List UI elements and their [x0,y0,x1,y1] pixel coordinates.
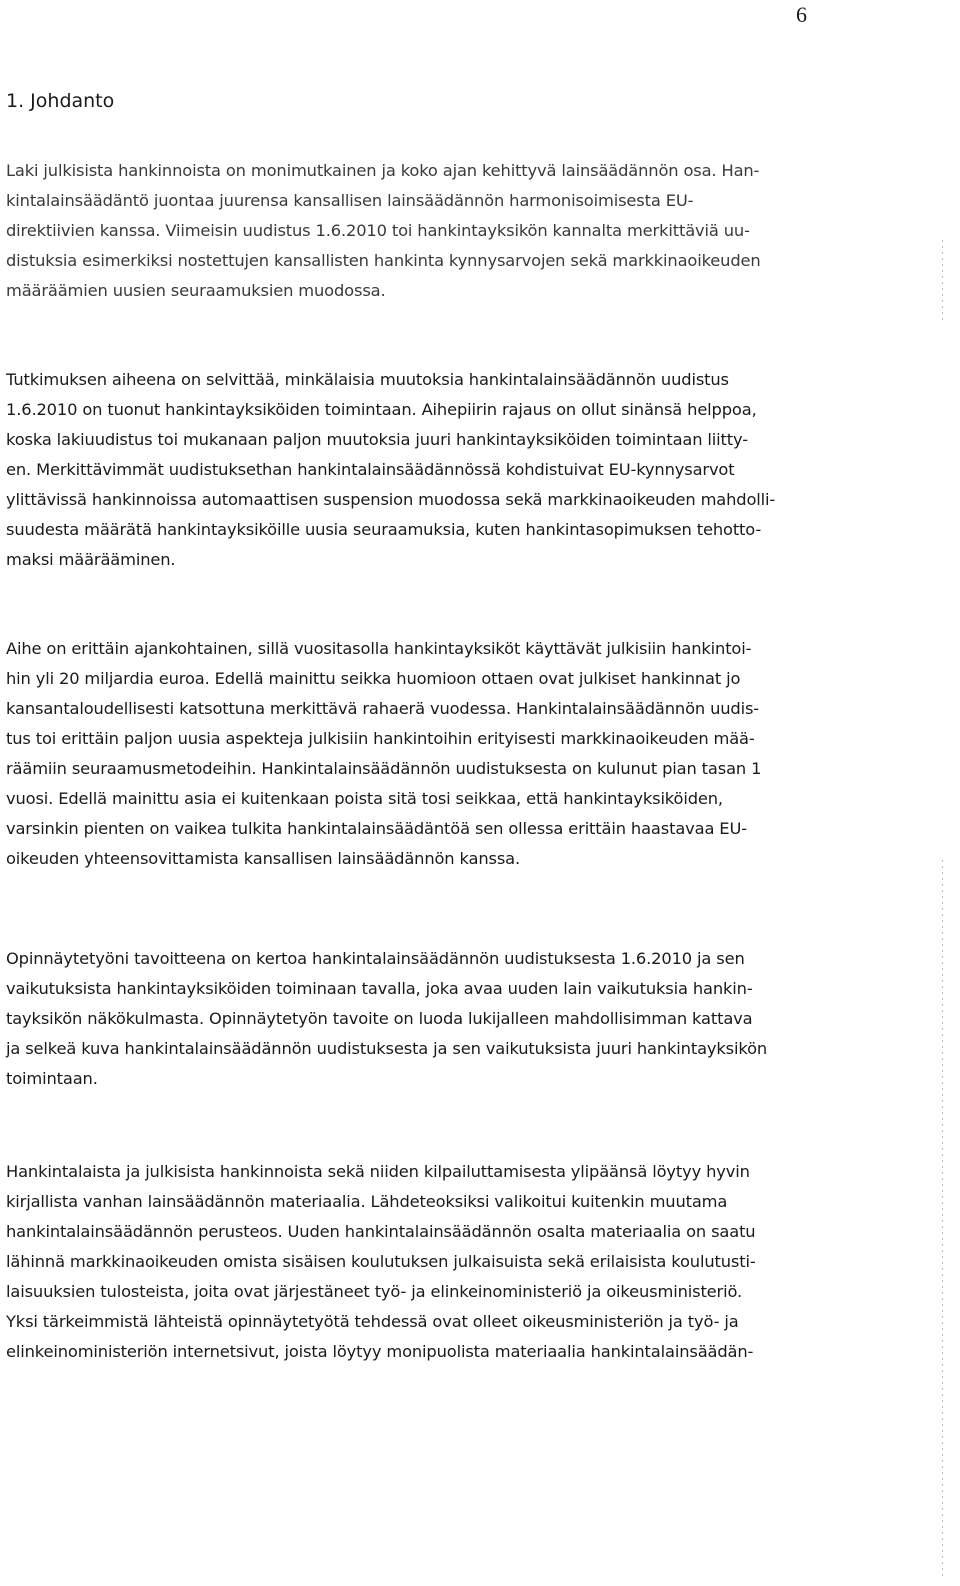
text-line: lähinnä markkinaoikeuden omista sisäisen koulutuksen julkaisuista sekä erilaisista koulutusti- [6,1252,756,1271]
text-line: en. Merkittävimmät uudistuksethan hankintalainsäädännössä kohdistuivat EU-kynnysarvot [6,460,735,479]
text-line: elinkeinoministeriön internetsivut, joista löytyy monipuolista materiaalia hankintalainsäädän- [6,1342,754,1361]
text-line: hin yli 20 miljardia euroa. Edellä mainittu seikka huomioon ottaen ovat julkiset hankinnat jo [6,669,741,688]
text-line: varsinkin pienten on vaikea tulkita hankintalainsäädäntöä sen ollessa erittäin haastavaa EU- [6,819,747,838]
text-line: tus toi erittäin paljon uusia aspekteja julkisiin hankintoihin erityisesti markkinaoikeuden mää- [6,729,755,748]
text-line: ja selkeä kuva hankintalainsäädännön uudistuksesta ja sen vaikutuksista juuri hankintayksikön [6,1039,768,1058]
text-line: maksi määrääminen. [6,550,176,569]
scan-margin-mark [942,860,943,1580]
paragraph-topicality [6,634,761,874]
text-line: vuosi. Edellä mainittu asia ei kuitenkaan poista sitä tosi seikkaa, että hankintayksiköiden, [6,789,723,808]
text-line: direktiivien kanssa. Viimeisin uudistus 1.6.2010 toi hankintayksikön kannalta merkittäviä uu- [6,221,750,240]
text-line: hankintalainsäädännön perusteos. Uuden hankintalainsäädännön osalta materiaalia on saatu [6,1222,756,1241]
text-line: koska lakiuudistus toi mukanaan paljon muutoksia juuri hankintayksiköiden toimintaan liitty- [6,430,748,449]
text-line: toimintaan. [6,1069,98,1088]
text-line: kintalainsäädäntö juontaa juurensa kansallisen lainsäädännön harmonisoimisesta EU- [6,191,694,210]
text-line: oikeuden yhteensovittamista kansallisen lainsäädännön kanssa. [6,849,521,868]
text-line: Laki julkisista hankinnoista on monimutkainen ja koko ajan kehittyvä lainsäädännön osa. Han- [6,161,760,180]
text-line: Opinnäytetyöni tavoitteena on kertoa hankintalainsäädännön uudistuksesta 1.6.2010 ja sen [6,949,745,968]
text-line: ylittävissä hankinnoissa automaattisen suspension muodossa sekä markkinaoikeuden mahdolli- [6,490,776,509]
text-line: suudesta määrätä hankintayksiköille uusia seuraamuksia, kuten hankintasopimuksen tehotto- [6,520,762,539]
text-line: Aihe on erittäin ajankohtainen, sillä vuositasolla hankintayksiköt käyttävät julkisiin hankintoi- [6,639,752,658]
text-line: laisuuksien tulosteista, joita ovat järjestäneet työ- ja elinkeinoministeriö ja oikeusministeriö. [6,1282,743,1301]
text-line: Tutkimuksen aiheena on selvittää, minkälaisia muutoksia hankintalainsäädännön uudistus [6,370,729,389]
text-line: määräämien uusien seuraamuksien muodossa. [6,281,386,300]
text-line: kansantaloudellisesti katsottuna merkittävä rahaerä vuodessa. Hankintalainsäädännön uudis- [6,699,760,718]
paragraph-sources [6,1157,756,1367]
text-line: Hankintalaista ja julkisista hankinnoista sekä niiden kilpailuttamisesta ylipäänsä löytyy hyvin [6,1162,750,1181]
text-line: räämiin seuraamusmetodeihin. Hankintalainsäädännön uudistuksesta on kulunut pian tasan 1 [6,759,762,778]
section-heading: 1. Johdanto [6,90,115,112]
text-line: 1.6.2010 on tuonut hankintayksiköiden toimintaan. Aihepiirin rajaus on ollut sinänsä helppoa, [6,400,757,419]
paragraph-thesis-goal [6,944,767,1094]
paragraph-research-topic [6,365,775,575]
scan-margin-mark [942,240,943,320]
text-line: tayksikön näkökulmasta. Opinnäytetyön tavoite on luoda lukijalleen mahdollisimman kattava [6,1009,753,1028]
text-line: distuksia esimerkiksi nostettujen kansallisten hankinta kynnysarvojen sekä markkinaoikeuden [6,251,761,270]
paragraph-intro [6,156,761,306]
page-number: 6 [796,2,807,27]
text-line: vaikutuksista hankintayksiköiden toiminaan tavalla, joka avaa uuden lain vaikutuksia hankin- [6,979,753,998]
text-line: kirjallista vanhan lainsäädännön materiaalia. Lähdeteoksiksi valikoitui kuitenkin muutama [6,1192,728,1211]
text-line: Yksi tärkeimmistä lähteistä opinnäytetyötä tehdessä ovat olleet oikeusministeriön ja työ- ja [6,1312,739,1331]
